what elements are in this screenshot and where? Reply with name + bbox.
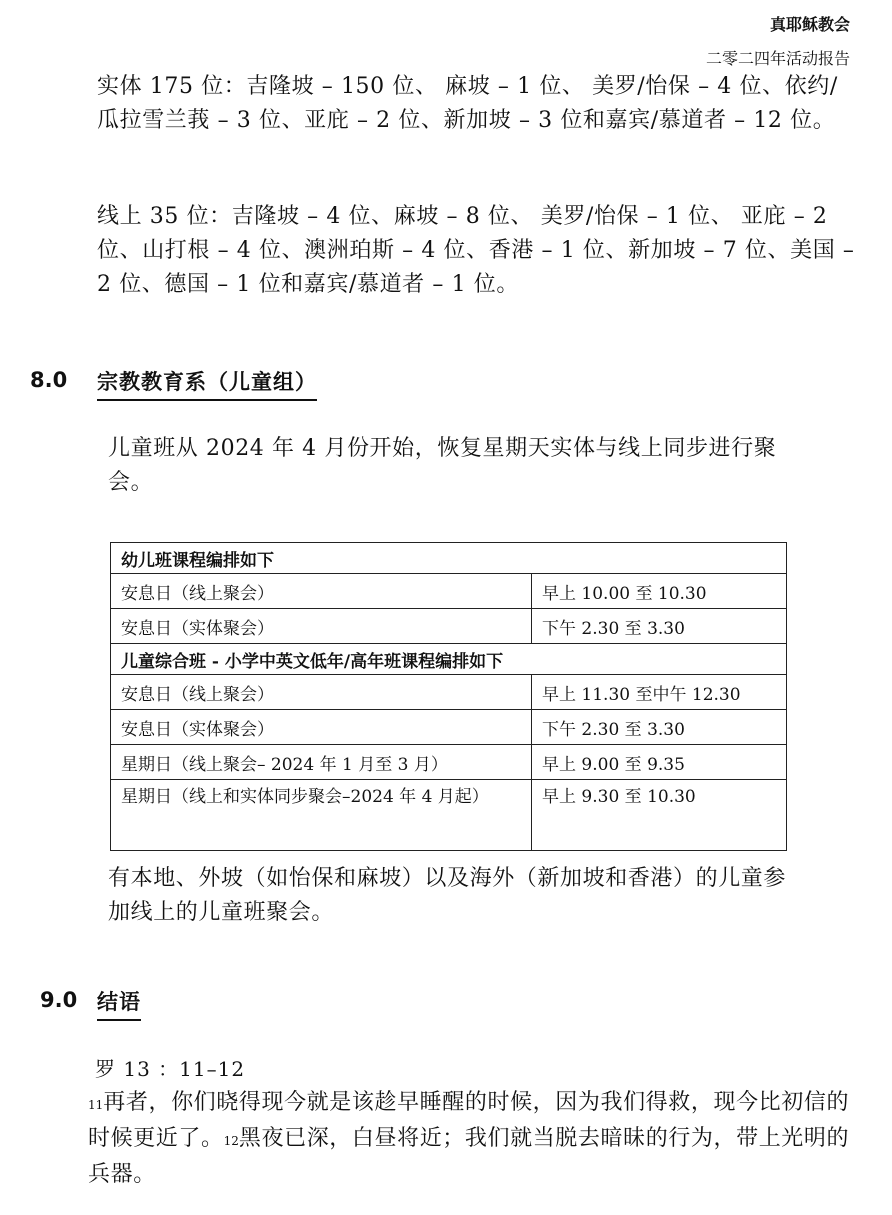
section-8-number: 8.0 (30, 368, 68, 392)
schedule-time: 早上 11.30 至中午 12.30 (532, 675, 787, 710)
verse-text: 黑夜已深，白昼将近；我们就当脱去暗昧的行为，带上光明的兵器。 (88, 1126, 850, 1187)
section-8-title: 宗教教育系（儿童组） (97, 366, 317, 401)
schedule-day: 安息日（实体聚会） (111, 609, 532, 644)
table-group-header (111, 543, 787, 574)
online-attendance-text: 线上 35 位：吉隆坡 – 4 位、麻坡 – 8 位、 美罗/怡保 – 1 位、 亚庇 – 2 位、山打根 – 4 位、澳洲珀斯 – 4 位、香港 – 1 位、新加坡 – 7 位、美国 – 2 位、德国 – 1 位和嘉宾/慕道者 – 1 位。 (97, 204, 855, 297)
section-8-intro: 儿童班从 2024 年 4 月份开始，恢复星期天实体与线上同步进行聚会。 (108, 436, 777, 495)
schedule-time: 下午 2.30 至 3.30 (532, 710, 787, 745)
report-title: 二零二四年活动报告 (705, 49, 850, 68)
schedule-day: 星期日（线上和实体同步聚会–2024 年 4 月起） (111, 780, 532, 851)
table-group-header (111, 644, 787, 675)
schedule-day: 安息日（线上聚会） (111, 574, 532, 609)
schedule-day: 安息日（线上聚会） (111, 675, 532, 710)
schedule-day: 星期日（线上聚会– 2024 年 1 月至 3 月） (111, 745, 532, 780)
section-9-title: 结语 (97, 986, 141, 1021)
table-row (111, 780, 787, 851)
children-combined-schedule-header: 儿童综合班 - 小学中英文低年/高年班课程编排如下 (111, 644, 787, 675)
schedule-time: 下午 2.30 至 3.30 (532, 609, 787, 644)
section-9-number: 9.0 (40, 988, 78, 1012)
table-row (111, 675, 787, 710)
table-row (111, 710, 787, 745)
section-8-note: 有本地、外坡（如怡保和麻坡）以及海外（新加坡和香港）的儿童参加线上的儿童班聚会。 (108, 866, 787, 925)
verse-number: 12 (223, 1134, 239, 1148)
table-row (111, 745, 787, 780)
class-schedule-table (110, 542, 787, 851)
schedule-time: 早上 9.00 至 9.35 (532, 745, 787, 780)
schedule-time: 早上 9.30 至 10.30 (532, 780, 787, 851)
scripture-verse (88, 1086, 858, 1192)
kindergarten-schedule-header: 幼儿班课程编排如下 (111, 543, 787, 574)
scripture-reference: 罗 13 ：11–12 (95, 1057, 246, 1081)
verse-text: 再者，你们晓得现今就是该趁早睡醒的时候，因为我们得救，现今比初信的时候更近了。 (88, 1090, 850, 1151)
table-row (111, 574, 787, 609)
schedule-day: 安息日（实体聚会） (111, 710, 532, 745)
church-name: 真耶稣教会 (769, 15, 850, 34)
physical-attendance-text: 实体 175 位：吉隆坡 – 150 位、 麻坡 – 1 位、 美罗/怡保 – 4 位、依约/瓜拉雪兰莪 – 3 位、亚庇 – 2 位、新加坡 – 3 位和嘉宾/慕道者 – 12 位。 (97, 74, 838, 133)
table-row (111, 609, 787, 644)
schedule-time: 早上 10.00 至 10.30 (532, 574, 787, 609)
verse-number: 11 (88, 1098, 104, 1112)
